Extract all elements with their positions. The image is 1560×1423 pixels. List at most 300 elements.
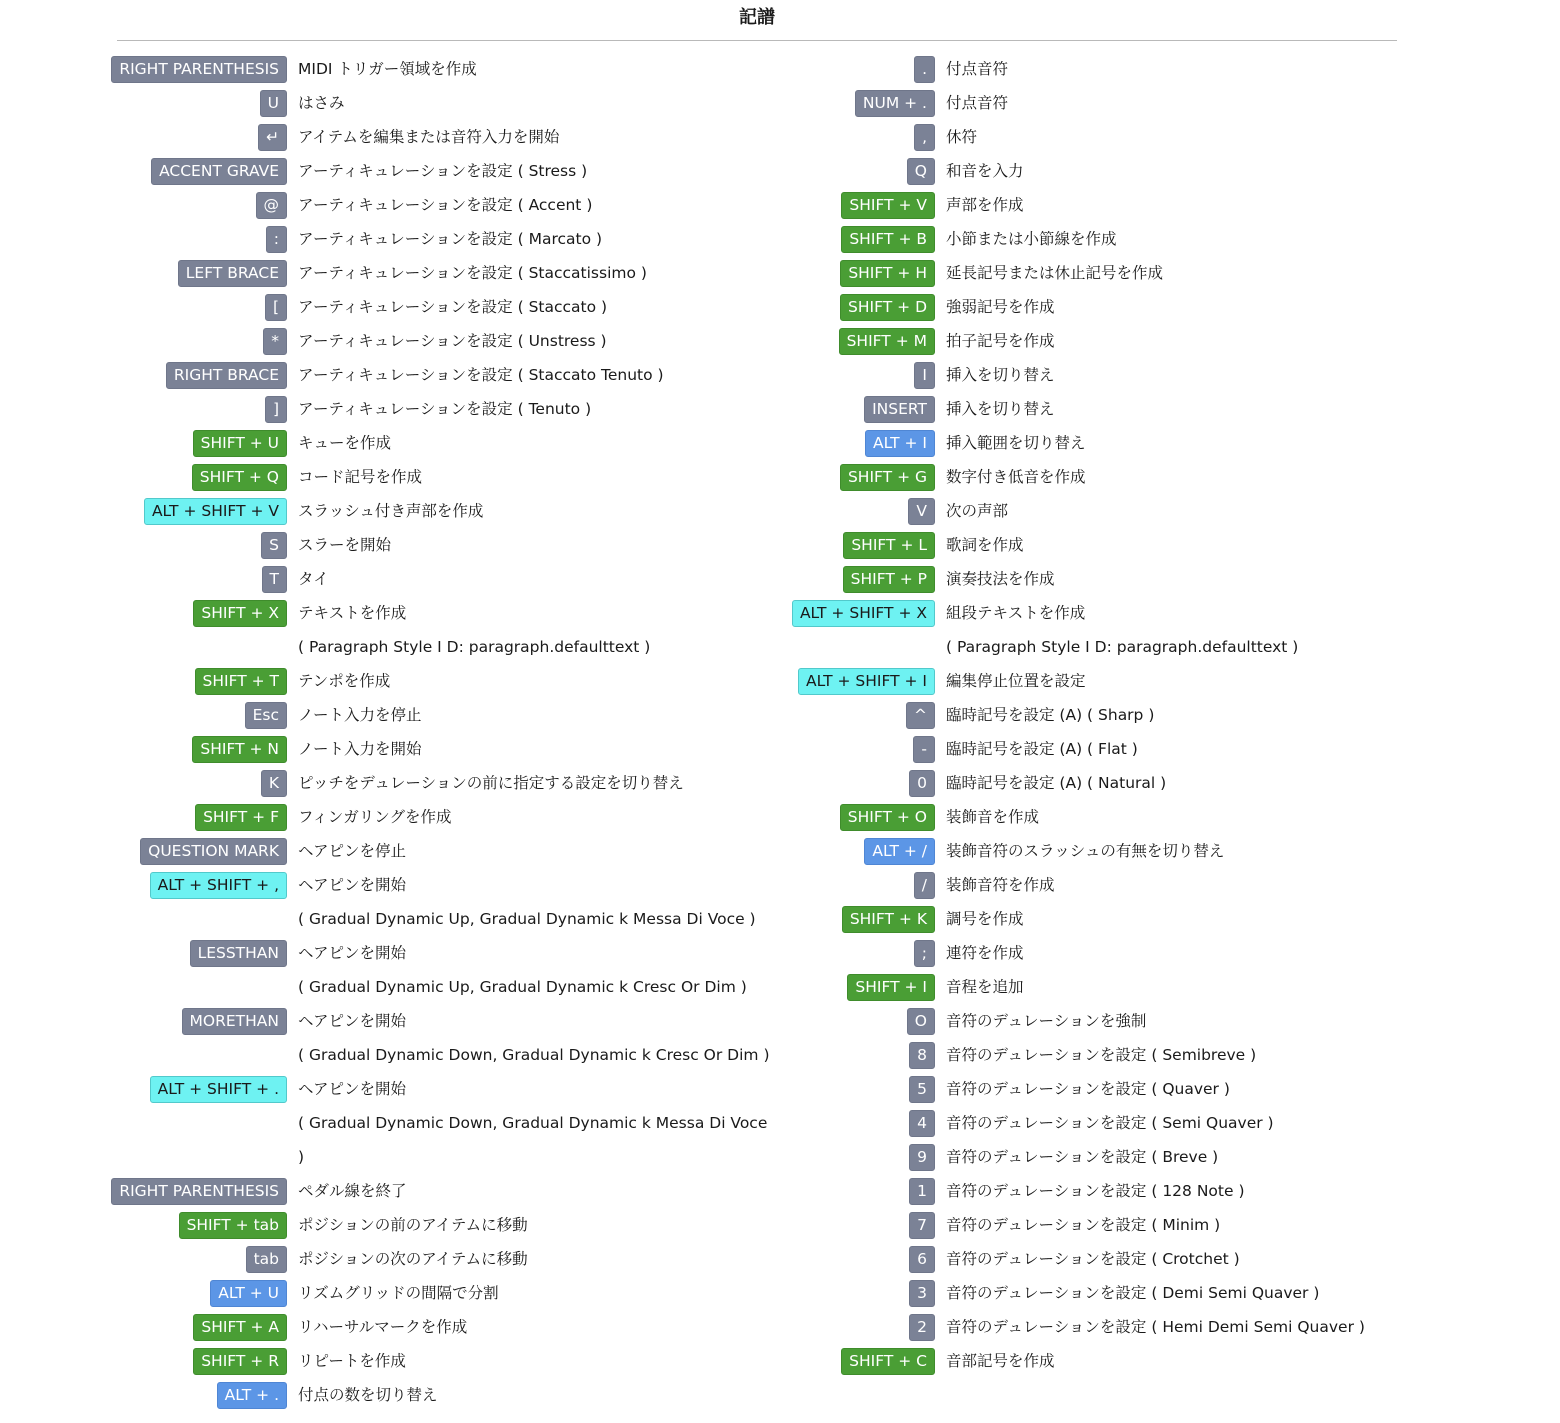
key-cell xyxy=(790,294,935,321)
key-badge: V xyxy=(908,498,935,525)
shortcut-list-right xyxy=(790,52,1510,1378)
shortcut-row xyxy=(117,664,777,698)
key-cell xyxy=(790,940,935,967)
shortcut-row xyxy=(790,562,1510,596)
shortcut-row xyxy=(790,732,1510,766)
shortcut-description: 装飾音を作成 xyxy=(946,808,1040,826)
key-cell xyxy=(790,90,935,117)
shortcut-row xyxy=(117,222,777,256)
key-cell xyxy=(790,668,935,695)
key-badge: ALT + I xyxy=(865,430,935,457)
key-cell xyxy=(790,804,935,831)
shortcut-description: 小節または小節線を作成 xyxy=(946,230,1117,248)
key-cell xyxy=(790,1212,935,1239)
shortcut-description: アーティキュレーションを設定 ( Staccato Tenuto ) xyxy=(298,366,664,384)
shortcut-row xyxy=(790,324,1510,358)
key-badge: MORETHAN xyxy=(182,1008,287,1035)
key-cell xyxy=(117,192,287,219)
shortcut-description: 音符のデュレーションを強制 xyxy=(946,1012,1147,1030)
shortcut-row xyxy=(790,630,1510,664)
key-badge: 1 xyxy=(909,1178,935,1205)
shortcut-description: 演奏技法を作成 xyxy=(946,570,1055,588)
key-cell xyxy=(117,294,287,321)
shortcut-description: アーティキュレーションを設定 ( Tenuto ) xyxy=(298,400,592,418)
key-badge: SHIFT + L xyxy=(843,532,935,559)
shortcut-row xyxy=(117,1378,777,1412)
shortcut-description: 臨時記号を設定 (A) ( Flat ) xyxy=(946,740,1138,758)
shortcut-row xyxy=(117,1174,777,1208)
key-badge: SHIFT + O xyxy=(840,804,935,831)
key-badge: SHIFT + D xyxy=(840,294,935,321)
key-badge: ALT + U xyxy=(210,1280,287,1307)
shortcut-description: 音符のデュレーションを設定 ( Breve ) xyxy=(946,1148,1219,1166)
key-badge: @ xyxy=(256,192,288,219)
shortcut-row xyxy=(790,970,1510,1004)
shortcut-row xyxy=(790,1004,1510,1038)
shortcut-description: 付点の数を切り替え xyxy=(298,1386,438,1404)
key-badge: . xyxy=(914,56,935,83)
shortcut-description: 音符のデュレーションを設定 ( Hemi Demi Semi Quaver ) xyxy=(946,1318,1365,1336)
key-cell xyxy=(790,770,935,797)
key-cell xyxy=(790,974,935,1001)
shortcut-description: 音符のデュレーションを設定 ( Crotchet ) xyxy=(946,1250,1240,1268)
shortcut-description: アーティキュレーションを設定 ( Stress ) xyxy=(298,162,588,180)
key-badge: ALT + / xyxy=(864,838,935,865)
shortcut-description: ( Paragraph Style I D: paragraph.defaulttext ) xyxy=(298,638,651,656)
key-cell xyxy=(790,328,935,355)
key-cell xyxy=(117,328,287,355)
shortcut-row xyxy=(790,766,1510,800)
shortcut-description: 連符を作成 xyxy=(946,944,1024,962)
shortcut-row xyxy=(790,1072,1510,1106)
shortcut-description: 音符のデュレーションを設定 ( 128 Note ) xyxy=(946,1182,1245,1200)
key-cell xyxy=(117,1280,287,1307)
key-cell xyxy=(117,464,287,491)
shortcut-row xyxy=(790,426,1510,460)
shortcut-description: スラッシュ付き声部を作成 xyxy=(298,502,484,520)
shortcut-description: 臨時記号を設定 (A) ( Sharp ) xyxy=(946,706,1155,724)
shortcut-description: 装飾音符のスラッシュの有無を切り替え xyxy=(946,842,1225,860)
key-badge: ALT + SHIFT + , xyxy=(150,872,287,899)
shortcut-description: テキストを作成 xyxy=(298,604,407,622)
shortcut-row xyxy=(790,1038,1510,1072)
shortcut-row xyxy=(117,732,777,766)
shortcut-row xyxy=(790,596,1510,630)
key-badge: 3 xyxy=(909,1280,935,1307)
key-badge: 4 xyxy=(909,1110,935,1137)
key-cell xyxy=(790,396,935,423)
shortcut-row xyxy=(117,1004,777,1038)
shortcut-row xyxy=(790,494,1510,528)
key-badge: 0 xyxy=(909,770,935,797)
shortcut-description: 挿入を切り替え xyxy=(946,400,1055,418)
shortcut-row xyxy=(790,52,1510,86)
shortcut-row xyxy=(117,1038,777,1072)
key-cell xyxy=(117,124,287,151)
shortcut-row xyxy=(117,1208,777,1242)
shortcut-description: リピートを作成 xyxy=(298,1352,406,1370)
key-cell xyxy=(790,192,935,219)
shortcut-row xyxy=(790,120,1510,154)
shortcut-description: 音符のデュレーションを設定 ( Semibreve ) xyxy=(946,1046,1257,1064)
shortcut-description: アーティキュレーションを設定 ( Unstress ) xyxy=(298,332,607,350)
shortcut-description: アイテムを編集または音符入力を開始 xyxy=(298,128,560,146)
key-badge: RIGHT PARENTHESIS xyxy=(111,56,287,83)
shortcut-description: ( Paragraph Style I D: paragraph.defaulttext ) xyxy=(946,638,1299,656)
key-badge: SHIFT + U xyxy=(193,430,287,457)
shortcut-description: 挿入を切り替え xyxy=(946,366,1055,384)
shortcut-row xyxy=(117,596,777,630)
shortcut-row xyxy=(117,698,777,732)
shortcut-description: 付点音符 xyxy=(946,60,1009,78)
shortcut-row xyxy=(117,188,777,222)
key-cell xyxy=(117,1008,287,1035)
shortcut-row xyxy=(117,460,777,494)
key-cell xyxy=(790,1042,935,1069)
shortcut-row xyxy=(117,630,777,664)
shortcut-row xyxy=(117,528,777,562)
shortcut-description: ノート入力を開始 xyxy=(298,740,422,758)
key-badge: SHIFT + P xyxy=(843,566,935,593)
shortcut-row xyxy=(117,392,777,426)
key-cell xyxy=(790,260,935,287)
key-badge: T xyxy=(262,566,287,593)
key-cell xyxy=(790,1008,935,1035)
shortcut-description: 音部記号を作成 xyxy=(946,1352,1055,1370)
key-badge: Esc xyxy=(245,702,287,729)
key-cell xyxy=(117,90,287,117)
key-cell xyxy=(117,1076,287,1103)
key-cell xyxy=(790,1280,935,1307)
key-cell xyxy=(790,464,935,491)
shortcut-description: 挿入範囲を切り替え xyxy=(946,434,1086,452)
key-badge: SHIFT + R xyxy=(193,1348,287,1375)
shortcut-description: 休符 xyxy=(946,128,978,146)
shortcut-description: 組段テキストを作成 xyxy=(946,604,1086,622)
key-cell xyxy=(117,498,287,525)
key-cell xyxy=(117,940,287,967)
shortcut-description: 歌詞を作成 xyxy=(946,536,1024,554)
key-badge: INSERT xyxy=(864,396,935,423)
shortcut-description: MIDI トリガー領域を作成 xyxy=(298,60,477,78)
shortcut-row xyxy=(117,324,777,358)
key-badge: tab xyxy=(246,1246,287,1273)
shortcut-row xyxy=(117,1072,777,1106)
shortcut-row xyxy=(790,1276,1510,1310)
key-badge: SHIFT + T xyxy=(195,668,288,695)
key-badge: RIGHT BRACE xyxy=(166,362,287,389)
key-badge: S xyxy=(261,532,287,559)
key-badge: SHIFT + M xyxy=(839,328,935,355)
shortcut-description: フィンガリングを作成 xyxy=(298,808,452,826)
shortcut-description: ノート入力を停止 xyxy=(298,706,422,724)
shortcut-row xyxy=(117,936,777,970)
shortcut-description: ( Gradual Dynamic Up, Gradual Dynamic k Messa Di Voce ) xyxy=(298,910,756,928)
key-cell xyxy=(790,1076,935,1103)
key-badge: SHIFT + F xyxy=(195,804,287,831)
shortcut-row xyxy=(790,1174,1510,1208)
shortcut-description: リズムグリッドの間隔で分割 xyxy=(298,1284,499,1302)
shortcut-description: 音程を追加 xyxy=(946,978,1024,996)
key-badge: SHIFT + N xyxy=(192,736,287,763)
key-badge: ALT + SHIFT + . xyxy=(150,1076,287,1103)
shortcut-description: 音符のデュレーションを設定 ( Quaver ) xyxy=(946,1080,1230,1098)
key-badge: * xyxy=(263,328,287,355)
shortcut-description: 装飾音符を作成 xyxy=(946,876,1055,894)
key-badge: - xyxy=(913,736,935,763)
key-badge: SHIFT + K xyxy=(842,906,935,933)
shortcut-description: アーティキュレーションを設定 ( Marcato ) xyxy=(298,230,603,248)
key-cell xyxy=(790,1144,935,1171)
key-badge: O xyxy=(907,1008,935,1035)
key-badge: SHIFT + G xyxy=(840,464,935,491)
key-cell xyxy=(117,770,287,797)
key-badge: [ xyxy=(265,294,287,321)
key-badge: ALT + . xyxy=(217,1382,287,1409)
shortcut-description: ピッチをデュレーションの前に指定する設定を切り替え xyxy=(298,774,684,792)
shortcut-description: 調号を作成 xyxy=(946,910,1024,928)
key-badge: ↵ xyxy=(258,124,287,151)
shortcut-description: 次の声部 xyxy=(946,502,1009,520)
key-badge: ACCENT GRAVE xyxy=(151,158,287,185)
shortcut-row xyxy=(790,1106,1510,1140)
shortcut-description: コード記号を作成 xyxy=(298,468,423,486)
key-cell xyxy=(117,396,287,423)
shortcut-row xyxy=(117,800,777,834)
page-title: 記譜 xyxy=(739,7,775,28)
key-cell xyxy=(117,838,287,865)
key-badge: K xyxy=(261,770,287,797)
shortcut-row xyxy=(117,86,777,120)
shortcut-row xyxy=(790,868,1510,902)
key-cell xyxy=(117,1382,287,1409)
key-cell xyxy=(790,838,935,865)
shortcut-description: ペダル線を終了 xyxy=(298,1182,407,1200)
key-badge: , xyxy=(914,124,935,151)
key-badge: ALT + SHIFT + V xyxy=(144,498,287,525)
key-badge: SHIFT + C xyxy=(841,1348,935,1375)
shortcut-row xyxy=(790,800,1510,834)
shortcut-list-left xyxy=(117,52,777,1412)
shortcut-description: 音符のデュレーションを設定 ( Demi Semi Quaver ) xyxy=(946,1284,1320,1302)
key-badge: 7 xyxy=(909,1212,935,1239)
shortcut-row xyxy=(117,868,777,902)
key-cell xyxy=(117,158,287,185)
shortcut-description: ( Gradual Dynamic Down, Gradual Dynamic k Cresc Or Dim ) xyxy=(298,1046,770,1064)
shortcut-description: スラーを開始 xyxy=(298,536,392,554)
shortcut-row xyxy=(117,154,777,188)
shortcut-row xyxy=(790,698,1510,732)
shortcut-row xyxy=(790,664,1510,698)
shortcut-description: 付点音符 xyxy=(946,94,1009,112)
shortcut-row xyxy=(790,358,1510,392)
key-cell xyxy=(117,226,287,253)
key-cell xyxy=(117,1348,287,1375)
key-cell xyxy=(117,362,287,389)
key-cell xyxy=(117,1212,287,1239)
shortcut-description: 声部を作成 xyxy=(946,196,1024,214)
key-cell xyxy=(790,56,935,83)
shortcut-row xyxy=(790,290,1510,324)
shortcut-row xyxy=(117,1106,777,1140)
key-cell xyxy=(790,906,935,933)
shortcut-row xyxy=(117,358,777,392)
key-cell xyxy=(790,872,935,899)
key-badge: : xyxy=(266,226,287,253)
key-badge: ALT + SHIFT + I xyxy=(798,668,935,695)
key-cell xyxy=(117,566,287,593)
shortcut-description: 拍子記号を作成 xyxy=(946,332,1055,350)
shortcut-description: ヘアピンを開始 xyxy=(298,1080,407,1098)
key-badge: 9 xyxy=(909,1144,935,1171)
key-cell xyxy=(790,1314,935,1341)
shortcut-description: ポジションの次のアイテムに移動 xyxy=(298,1250,528,1268)
key-cell xyxy=(790,158,935,185)
shortcut-row xyxy=(117,766,777,800)
shortcut-row xyxy=(117,1310,777,1344)
shortcut-row xyxy=(117,256,777,290)
key-badge: LESSTHAN xyxy=(190,940,287,967)
key-cell xyxy=(117,56,287,83)
key-cell xyxy=(790,1110,935,1137)
key-badge: ALT + SHIFT + X xyxy=(792,600,935,627)
shortcut-row xyxy=(790,392,1510,426)
shortcut-row xyxy=(790,1310,1510,1344)
key-cell xyxy=(117,1246,287,1273)
shortcut-row xyxy=(790,936,1510,970)
key-cell xyxy=(117,600,287,627)
shortcut-row xyxy=(117,290,777,324)
key-cell xyxy=(117,702,287,729)
shortcut-row xyxy=(790,86,1510,120)
shortcut-row xyxy=(790,188,1510,222)
key-cell xyxy=(790,362,935,389)
key-badge: 8 xyxy=(909,1042,935,1069)
shortcut-description: ( Gradual Dynamic Down, Gradual Dynamic k Messa Di Voce xyxy=(298,1114,768,1132)
shortcut-description: ヘアピンを開始 xyxy=(298,876,407,894)
shortcut-description: 延長記号または休止記号を作成 xyxy=(946,264,1164,282)
key-cell xyxy=(790,1246,935,1273)
key-badge: NUM + . xyxy=(855,90,935,117)
key-badge: SHIFT + I xyxy=(847,974,935,1001)
key-cell xyxy=(790,532,935,559)
key-badge: 6 xyxy=(909,1246,935,1273)
key-cell xyxy=(117,736,287,763)
shortcut-row xyxy=(117,494,777,528)
key-cell xyxy=(790,124,935,151)
key-badge: I xyxy=(914,362,935,389)
key-badge: Q xyxy=(907,158,935,185)
key-cell xyxy=(117,260,287,287)
shortcut-description: リハーサルマークを作成 xyxy=(298,1318,468,1336)
shortcut-row xyxy=(790,1242,1510,1276)
shortcut-description: 音符のデュレーションを設定 ( Minim ) xyxy=(946,1216,1221,1234)
key-cell xyxy=(790,702,935,729)
key-badge: 5 xyxy=(909,1076,935,1103)
shortcut-description: ポジションの前のアイテムに移動 xyxy=(298,1216,528,1234)
shortcut-description: ) xyxy=(298,1148,305,1166)
shortcut-description: アーティキュレーションを設定 ( Accent ) xyxy=(298,196,593,214)
key-badge: RIGHT PARENTHESIS xyxy=(111,1178,287,1205)
key-cell xyxy=(790,1178,935,1205)
key-badge: / xyxy=(914,872,935,899)
key-cell xyxy=(790,736,935,763)
shortcut-row xyxy=(117,970,777,1004)
title-divider xyxy=(117,40,1397,41)
key-cell xyxy=(790,226,935,253)
key-cell xyxy=(117,430,287,457)
shortcut-description: 和音を入力 xyxy=(946,162,1024,180)
key-cell xyxy=(117,1314,287,1341)
key-badge: ; xyxy=(914,940,935,967)
shortcut-row xyxy=(117,902,777,936)
shortcut-row xyxy=(117,1140,777,1174)
shortcut-row xyxy=(790,902,1510,936)
key-badge: LEFT BRACE xyxy=(178,260,287,287)
key-badge: SHIFT + H xyxy=(840,260,935,287)
shortcut-row xyxy=(117,1344,777,1378)
shortcut-row xyxy=(790,1208,1510,1242)
shortcut-description: ヘアピンを開始 xyxy=(298,944,407,962)
shortcut-row xyxy=(117,1242,777,1276)
key-cell xyxy=(117,668,287,695)
shortcut-row xyxy=(117,120,777,154)
key-cell xyxy=(790,430,935,457)
key-badge: SHIFT + A xyxy=(193,1314,287,1341)
shortcut-row xyxy=(117,834,777,868)
shortcut-row xyxy=(790,528,1510,562)
key-badge: SHIFT + X xyxy=(193,600,287,627)
shortcut-description: はさみ xyxy=(298,94,345,112)
shortcut-row xyxy=(790,1344,1510,1378)
shortcut-row xyxy=(117,52,777,86)
shortcut-row xyxy=(117,562,777,596)
shortcut-description: アーティキュレーションを設定 ( Staccatissimo ) xyxy=(298,264,647,282)
key-badge: SHIFT + Q xyxy=(192,464,287,491)
key-badge: ^ xyxy=(906,702,935,729)
key-cell xyxy=(790,498,935,525)
shortcut-row xyxy=(117,1276,777,1310)
shortcut-description: テンポを作成 xyxy=(298,672,391,690)
shortcut-row xyxy=(790,154,1510,188)
shortcut-row xyxy=(790,222,1510,256)
key-badge: SHIFT + V xyxy=(841,192,935,219)
key-badge: U xyxy=(260,90,287,117)
shortcut-row xyxy=(790,1140,1510,1174)
key-badge: ] xyxy=(265,396,287,423)
shortcut-description: キューを作成 xyxy=(298,434,392,452)
key-cell xyxy=(790,566,935,593)
shortcut-row xyxy=(117,426,777,460)
shortcut-description: ( Gradual Dynamic Up, Gradual Dynamic k Cresc Or Dim ) xyxy=(298,978,747,996)
key-badge: QUESTION MARK xyxy=(140,838,287,865)
shortcut-description: 強弱記号を作成 xyxy=(946,298,1055,316)
key-badge: SHIFT + B xyxy=(841,226,935,253)
key-cell xyxy=(117,804,287,831)
shortcut-description: 音符のデュレーションを設定 ( Semi Quaver ) xyxy=(946,1114,1274,1132)
shortcut-row xyxy=(790,460,1510,494)
key-cell xyxy=(790,1348,935,1375)
key-cell xyxy=(117,532,287,559)
shortcut-description: ヘアピンを開始 xyxy=(298,1012,407,1030)
shortcut-description: 臨時記号を設定 (A) ( Natural ) xyxy=(946,774,1167,792)
shortcut-description: 編集停止位置を設定 xyxy=(946,672,1086,690)
key-badge: 2 xyxy=(909,1314,935,1341)
key-cell xyxy=(790,600,935,627)
shortcut-description: タイ xyxy=(298,570,329,588)
shortcut-row xyxy=(790,256,1510,290)
key-cell xyxy=(117,872,287,899)
